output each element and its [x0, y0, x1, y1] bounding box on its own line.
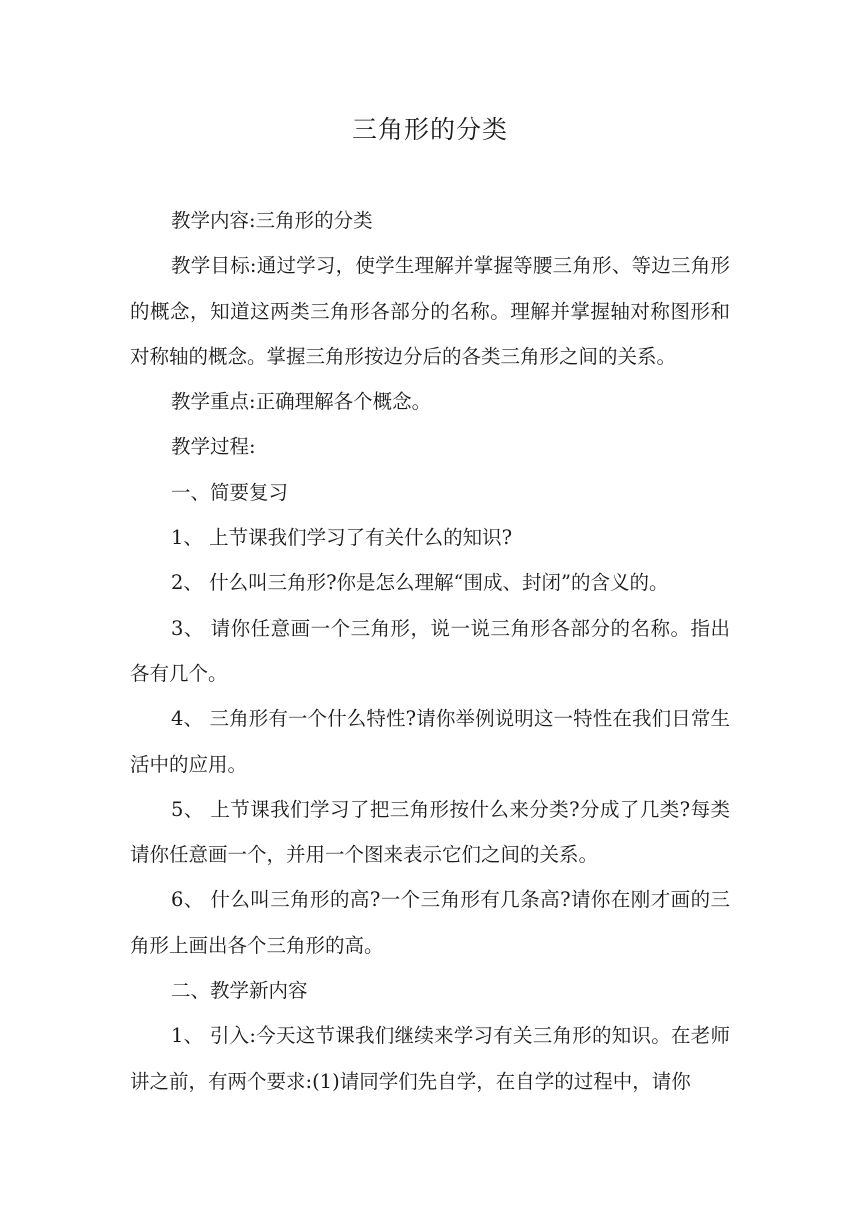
list-item-review-4: 4、 三角形有一个什么特性?请你举例说明这一特性在我们日常生活中的应用。: [130, 707, 730, 776]
paragraph-teaching-focus: 教学重点:正确理解各个概念。: [171, 390, 432, 414]
list-item-new-1: 1、 引入:今天这节课我们继续来学习有关三角形的知识。在老师讲之前，有两个要求:(1)请同学们先自学，在自学的过程中，请你: [130, 1024, 730, 1093]
document-title: 三角形的分类: [351, 115, 508, 144]
list-item-review-2: 2、 什么叫三角形?你是怎么理解“围成、封闭”的含义的。: [171, 571, 669, 595]
paragraph-teaching-content: 教学内容:三角形的分类: [171, 209, 373, 232]
list-item-review-3: 3、 请你任意画一个三角形，说一说三角形各部分的名称。指出各有几个。: [130, 616, 730, 685]
section-heading-review: 一、简要复习: [171, 480, 289, 504]
section-heading-new-content: 二、教学新内容: [171, 979, 308, 1003]
paragraph-teaching-goals: 教学目标:通过学习，使学生理解并掌握等腰三角形、等边三角形的概念，知道这两类三角形各部分的名称。理解并掌握轴对称图形和对称轴的概念。掌握三角形按边分后的各类三角形之间的关系。: [130, 254, 730, 368]
paragraph-teaching-process: 教学过程:: [171, 435, 256, 459]
list-item-review-5: 5、 上节课我们学习了把三角形按什么来分类?分成了几类?每类请你任意画一个，并用一个图来表示它们之间的关系。: [130, 797, 730, 867]
list-item-review-1: 1、 上节课我们学习了有关什么的知识?: [171, 526, 513, 550]
list-item-review-6: 6、 什么叫三角形的高?一个三角形有几条高?请你在刚才画的三角形上画出各个三角形的高。: [130, 888, 730, 957]
document-body: [130, 198, 730, 1104]
